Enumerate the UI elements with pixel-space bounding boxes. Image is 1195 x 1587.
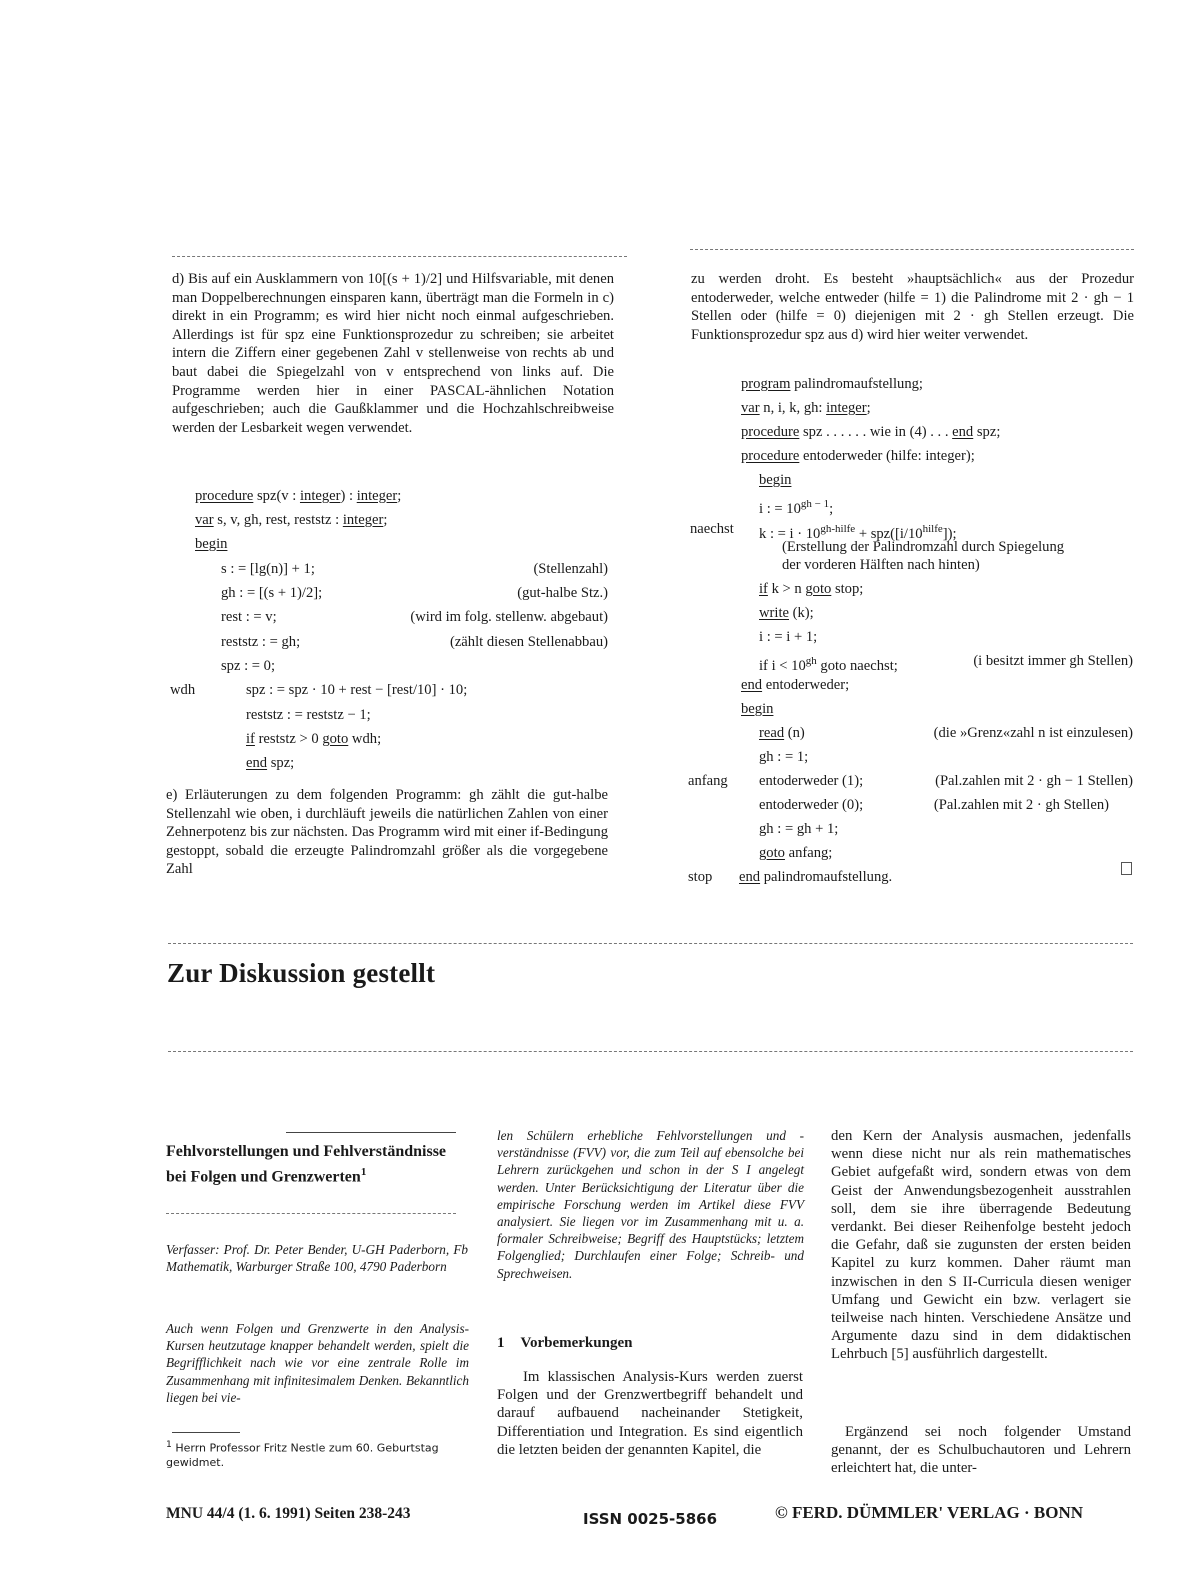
code-line: end spz; (246, 755, 295, 771)
code-comment: (wird im folg. stellenw. abgebaut) (410, 609, 608, 625)
code-line: (Erstellung der Palindromzahl durch Spiegelung (782, 539, 1065, 555)
code-comment: (gut-halbe Stz.) (517, 585, 608, 601)
code-line: procedure spz(v : integer) : integer; (195, 488, 402, 504)
code-line: entoderweder (0); (759, 797, 864, 813)
code-line: gh : = [(s + 1)/2]; (221, 585, 323, 601)
code-line: spz : = 0; (221, 658, 276, 674)
code-line: goto anfang; (759, 845, 833, 861)
top-rule-left (172, 256, 627, 257)
code-label-stop: stop (688, 869, 713, 885)
article-body-col3b: Ergänzend sei noch folgender Umstand genannt, der es Schulbuchautoren und Lehrern erleichtert hat, die unter- (831, 1424, 1131, 1477)
code-line: var s, v, gh, rest, reststz : integer; (195, 512, 388, 528)
code-comment: (die »Grenz«zahl n ist einzulesen) (933, 725, 1133, 741)
footer-publisher: © FERD. DÜMMLER' VERLAG · BONN (775, 1503, 1084, 1522)
code-line: if k > n goto stop; (759, 581, 864, 597)
code-line: entoderweder (1); (759, 773, 864, 789)
code-label-naechst: naechst (690, 521, 734, 537)
code-line: begin (759, 472, 792, 488)
footer-issn: ISSN 0025-5866 (583, 1510, 718, 1528)
article-abstract-part2: len Schülern erhebliche Fehlvorstellungen und -verständnisse (FVV) vor, die zum Teil auf ebensolche bei Lehrern zurückgehen und schon in der S I angelegt werden. Unter Berücksichtigung der Literatur über die empirische Forschung werden im Artikel diese FVV analysiert. Sie liegen vor im Zusammenhang mit u. a. formaler Schreibweise; Begriff des Hauptstücks; letztem Folgenglied; Durchlaufen einer Folge; Schreib- und Sprechweisen. (497, 1128, 804, 1281)
paragraph-right-top: zu werden droht. Es besteht »hauptsächlich« aus der Prozedur entoderweder, welche entweder (hilfe = 1) die Palindrome mit 2 · gh − 1 Stellen oder (hilfe = 0) diejenigen mit 2 · gh Stellen erzeugt. Die Funktionsprozedur spz aus d) wird hier weiter verwendet. (691, 271, 1134, 343)
code-line: i : = $10^{gh - 1}$; (759, 498, 834, 517)
code-comment: (Pal.zahlen mit 2 · gh Stellen) (933, 797, 1109, 813)
code-line: end entoderweder; (741, 677, 850, 693)
code-line: if reststz > 0 goto wdh; (246, 731, 382, 747)
title-rule-bottom (166, 1213, 456, 1214)
code-line: begin (195, 536, 228, 552)
code-comment: (zählt diesen Stellenabbau) (449, 634, 608, 650)
code-line: reststz : = gh; (221, 634, 301, 650)
top-rule-right (690, 249, 1134, 250)
code-line: if $i < 10^{gh}$ goto naechst; (759, 655, 898, 674)
code-line: reststz : = reststz − 1; (246, 707, 371, 723)
paragraph-e: e) Erläuterungen zu dem folgenden Programm: gh zählt die gut-halbe Stellenzahl wie oben, i durchläuft jeweils die natürlichen Zahlen von einer Zehnerpotenz bis zur nächsten. Das Programm wird mit einer if-Bedingung gestoppt, sobald die erzeugte Palindromzahl größer als die vorgegebene Zahl (166, 787, 608, 878)
article-abstract-part1: Auch wenn Folgen und Grenzwerte in den Analysis-Kursen heutzutage knapper behandelt werden, spielt die Begrifflichkeit nach wie vor eine zentrale Rolle im Zusammenhang mit infinitesimalem Denken. Bekanntlich liegen bei vie- (166, 1321, 469, 1405)
section-1-heading: 1 Vorbemerkungen (497, 1335, 633, 1351)
footer-citation: MNU 44/4 (1. 6. 1991) Seiten 238-243 (166, 1505, 411, 1522)
article-author: Verfasser: Prof. Dr. Peter Bender, U-GH Paderborn, Fb Mathematik, Warburger Straße 100, 4790 Paderborn (166, 1242, 468, 1275)
footnote: $^1$ Herrn Professor Fritz Nestle zum 60. Geburtstag gewidmet. (166, 1439, 439, 1469)
code-line: var n, i, k, gh: integer; (741, 400, 871, 416)
code-line: gh : = 1; (759, 749, 809, 765)
code-line: begin (741, 701, 774, 717)
paragraph-d: d) Bis auf ein Ausklammern von 10[(s + 1)/2] und Hilfsvariable, mit denen man Doppelberechnungen einsparen kann, überträgt man die Formeln in c) direkt in ein Programm; es wird hier nicht noch einmal aufgeschrieben. Allerdings ist für spz eine Funktionsprozedur zu schreiben; sie arbeitet intern die Ziffern einer gegebenen Zahl v stellenweise von rechts ab und baut dabei die Spiegelzahl von v entsprechend von links auf. Die Programme werden hier in einer PASCAL-ähnlichen Notation aufgeschrieben; auch die Gaußklammer und die Hochzahlschreibweise werden der Lesbarkeit wegen verwendet. (172, 271, 614, 436)
section-rule-top (168, 943, 1133, 944)
code-line: read (n) (759, 725, 805, 741)
section-rule-bottom (168, 1051, 1133, 1052)
article-body-col2: Im klassischen Analysis-Kurs werden zuerst Folgen und der Grenzwertbegriff behandelt und darauf aufbauend nacheinander Stetigkeit, Differentiation und Integration. Es sind eigentlich die letzten beiden der genannten Kapitel, die (497, 1369, 803, 1458)
title-footnote-mark: 1 (360, 1166, 367, 1178)
article-body-col3a: den Kern der Analysis ausmachen, jedenfalls wenn diese nicht nur als rein mathematisches Gebiet aufgefaßt wird, sondern etwas von dem Geist der Anwendungsbezogenheit ausstrahlen soll, dem sie ihre überragende Bedeutung verdankt. Bei dieser Reihenfolge besteht jedoch die Gefahr, daß sie zugunsten der ersten beiden Kapitel zu kurz kommen. Daher räumt man inzwischen in den S II-Curricula diesen weniger Umfang und Gewicht ein bzw. verlagert sie teilweise nach hinten. Verschiedene Ansätze und Argumente dazu sind in dem didaktischen Lehrbuch [5] ausführlich dargestellt. (831, 1128, 1131, 1363)
code-comment: (i besitzt immer gh Stellen) (973, 653, 1133, 669)
code-line: write (k); (759, 605, 814, 621)
code-line: end palindromaufstellung. (739, 869, 893, 885)
code-line: der vorderen Hälften nach hinten) (782, 557, 980, 573)
article-title: Fehlvorstellungen und Fehlverständnisse bei Folgen und Grenzwerten$^1$ (166, 1143, 447, 1186)
footnote-rule (172, 1432, 240, 1433)
code-line: gh : = gh + 1; (759, 821, 839, 837)
title-rule-top (286, 1132, 456, 1133)
code-line: spz : = spz · 10 + rest − [rest/10] · 10; (246, 682, 468, 698)
code-comment: (Stellenzahl) (533, 561, 608, 577)
code-line: k : = $i \cdot 10^{gh-hilfe} + spz([i/10^{hilfe}])$; (759, 523, 957, 542)
code-line: procedure entoderweder (hilfe: integer); (741, 448, 975, 464)
code-line: program palindromaufstellung; (741, 376, 923, 392)
code-line: procedure spz . . . . . . wie in (4) . . . end spz; (741, 424, 1001, 440)
code-line: i : = i + 1; (759, 629, 818, 645)
code-line: s : = [lg(n)] + 1; (221, 561, 315, 577)
code-label-wdh: wdh (170, 682, 196, 698)
code-comment: (Pal.zahlen mit 2 · gh − 1 Stellen) (935, 773, 1133, 789)
code-label-anfang: anfang (688, 773, 728, 789)
end-of-proof-icon (1121, 862, 1132, 875)
code-line: rest : = v; (221, 609, 277, 625)
section-heading: Zur Diskussion gestellt (167, 958, 436, 988)
